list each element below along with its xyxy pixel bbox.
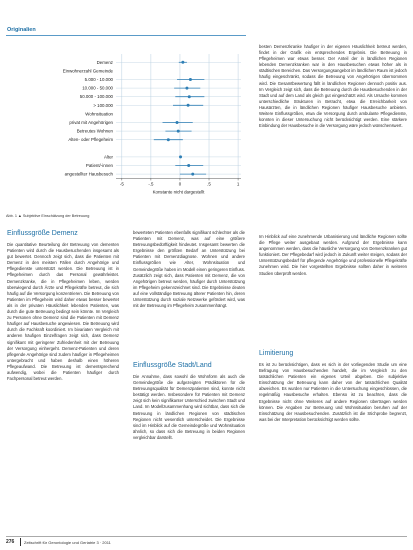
point-estimate — [167, 138, 170, 141]
middle-column-text-top: bewerteten Patienten ebenfalls signifikant schlechter als die Patienten mit Demenz, was auf eine größere Betreuungsbedürftigkeit hindeutet. Insgesamt bewerten die Ergebnisse den größten Bedarf an Unterstützung bei Patienten mit Demenzdiagnose. Wohnen und andere Einflussgrößen wie Alter, Wohnsituation und Gemeindegröße haben im Modell einen geringeren Einfluss. Zusätzlich zeigt sich, dass Patienten mit Demenz, die von Angehörigen betreut werden, häufiger durch Unterstützung im Pflegeheim gekennzeichnet sind. Die Ergebnisse deuten auf eine vollständige Betreuung älterer Patienten hin, deren Unterstützung durch soziale Netzwerke gefördert wird, was mit der Betreuung im Pflegeheim zusammenhängt. — [133, 230, 245, 309]
point-estimate — [177, 130, 180, 133]
heading-stadt-land: Einflussgröße Stadt/Land — [133, 362, 212, 369]
x-tick-label: -.5 — [148, 181, 154, 187]
row-label: privat mit Angehörigen — [69, 120, 113, 125]
point-estimate — [191, 173, 194, 176]
point-estimate — [176, 121, 179, 124]
point-estimate — [188, 95, 191, 98]
x-tick-label: -5 — [119, 181, 124, 187]
x-tick-label: 0 — [178, 181, 182, 187]
heading-demenz: Einflussgröße Demenz — [7, 230, 78, 237]
right-column-text-top: besten Demenzkranke häufiger in der eigenen Häuslichkeit betreut werden, findet in der Grafik ein entsprechendes Ergebnis. Die Betreuung in Pflegeheimen war etwas besser. Der Anteil der in ländlichen Regionen lebenden Demenzkranken war in den Hausbesuchen etwas höher als in städtischen Bereichen. Das Versorgungsangebot im ländlichen Raum ist jedoch häufig eingeschränkt, sodass die Betreuung von Angehörigen übernommen wird. Die Gesamtbewertung fällt in ländlichen Regionen dennoch positiv aus. Im Vergleich zeigt sich, dass die Betreuung durch die Hausbesuchenden in der Stadt und auf dem Land als gleich gut eingeschätzt wird. Als Ursache kommen unterschiedliche Strukturen in Betracht, etwa die Erreichbarkeit von Hausärzten, die in ländlichen Regionen häufiger Hausbesuche anbieten. Weitere Einflussgrößen, etwa die Versorgung durch ambulante Pflegedienste, konnten in dieser Untersuchung nicht berücksichtigt werden. Eine stärkere Einbindung der Hausbesuche in die Versorgung wäre jedoch wünschenswert. — [259, 44, 407, 129]
page-header — [0, 0, 413, 44]
left-column-text: Die quantitative Beurteilung der Betreuung von dementen Patienten wird durch die Hausbesuchenden insgesamt als gut bewertet. Dennoch zeigt sich, dass die Patienten mit Demenz in den meisten Fällen durch Angehörige und Pflegedienste unterstützt werden. Die Betreuung ist in Pflegeheimen durch das Personal gewährleistet. Demenzkranke, die in Pflegeheimen leben, werden überwiegend durch Ärzte und Pflegekräfte betreut, die sich häufig auf die Versorgung konzentrieren. Die Betreuung von Patienten im Pflegeheim wird daher etwas besser bewertet als in der privaten Häuslichkeit lebenden Patienten, was durch die gute Betreuung bedingt sein könnte. Im Vergleich zu Personen ohne Demenz sind die Patienten mit Demenz häufiger auf Hausbesuche angewiesen. Die Betreuung wird durch die Fachkraft koordiniert. Im bivariaten Vergleich mit anderen häufigen Einzelfragen zeigt sich, dass Demenz signifikant mit geringerer Zufriedenheit mit der Betreuung der Versorgung einhergeht. Demenz-Patienten und deren pflegende Angehörige sind zudem häufiger in Pflegeheimen untergebracht und haben deshalb einen höheren Pflegeaufwand. Die Betreuung ist dementsprechend aufwendig, wobei die Patienten häufiger durch Fachpersonal betreut werden. — [7, 242, 119, 382]
point-estimate — [181, 61, 184, 64]
row-label: 50.000 - 100.000 — [79, 94, 113, 100]
right-column-text-mid: Im Hinblick auf eine zunehmende Urbanisierung und ländliche Regionen sollte die Pflege weiter ausgebaut werden. Aufgrund der Ergebnisse kann angenommen werden, dass die häusliche Versorgung von Demenzkranken gut funktioniert. Der Pflegebedarf wird jedoch in Zukunft weiter steigen, sodass der Unterstützungsbedarf für pflegende Angehörige und professionelle Pflegekräfte zunehmen wird. Die hier vorgestellten Ergebnisse sollten daher in weiteren Studien überprüft werden. — [259, 234, 407, 276]
section-label: Originalien — [7, 27, 36, 33]
row-label: Einwohnerzahl Gemeinde — [62, 68, 113, 74]
row-label: Alten- oder Pflegeheim — [68, 137, 113, 143]
row-label: Alter — [103, 154, 113, 160]
heading-limitierung: Limitierung — [259, 350, 294, 357]
right-column-text-bottom: Es ist zu berücksichtigen, dass es sich in der vorliegenden Studie um eine Befragung von Hausbesuchenden handelt, die im Vergleich zu den tatsächlichen Patienten ein eigenes Urteil abgeben. Die subjektive Einschätzung der Betreuung kann daher von der tatsächlichen Qualität abweichen. Es wurden nur Patienten in die Untersuchung eingeschlossen, die regelmäßig Hausbesuche erhalten. Ebenso ist zu beachten, dass die Ergebnisse nicht ohne Weiteres auf andere Regionen übertragen werden können. Die Angaben zur Betreuung und Wohnsituation beruhen auf der Einschätzung der Hausbesuchenden. Zusätzlich ist die Stichprobe begrenzt, was bei der Interpretation berücksichtigt werden sollte. — [259, 362, 407, 422]
point-estimate — [179, 155, 182, 158]
point-estimate — [189, 78, 192, 81]
coefficient-figure — [6, 40, 251, 225]
row-label: > 100.000 — [93, 102, 113, 108]
row-label: 5.000 - 10.000 — [84, 77, 113, 82]
coefficient-chart — [6, 40, 251, 215]
x-tick-label: 1 — [236, 181, 240, 187]
footer-rule — [6, 536, 407, 537]
middle-column-text-bottom: Die Annahme, dass sowohl die Wohnform als auch die Gemeindegröße die aufgezeigten Prädiktoren für die Betreuungsqualität für Demenzpatienten sind, konnte nicht bestätigt werden. Insbesondere für Patienten mit Demenz zeigt sich kein signifikanter Unterschied zwischen Stadt und Land. Im Modellzusammenhang wird sichtbar, dass sich die Betreuung in ländlichen Regionen von städtischen Regionen nicht wesentlich unterscheidet. Die Ergebnisse sind im Hinblick auf die Gemeindegröße und Wohnsituation ähnlich, so dass sich die Betreuung in beiden Regionen vergleichbar darstellt. — [133, 374, 245, 440]
journal-name: Zeitschrift für Gerontologie und Geriatrie 3 · 2011 — [24, 539, 111, 545]
x-axis-label: Konstante nicht dargestellt — [152, 189, 205, 195]
point-estimate — [187, 164, 190, 167]
footer-divider — [20, 538, 21, 546]
point-estimate — [185, 87, 188, 90]
row-label: Patient/-innen — [85, 163, 113, 168]
row-label: 10.000 - 50.000 — [82, 85, 113, 91]
row-label: angestellter Hausbesuch — [64, 171, 113, 177]
page-number: 276 — [6, 539, 15, 545]
point-estimate — [187, 104, 190, 107]
header-rule — [6, 35, 246, 36]
row-label: Demenz — [96, 59, 113, 65]
row-label: Wohnsituation — [85, 111, 113, 117]
x-tick-label: .5 — [207, 181, 211, 187]
row-label: Betreutes Wohnen — [76, 128, 113, 134]
figure-caption: Abb. 1 ▲ Subjektive Einschätzung der Betreuung — [6, 214, 90, 218]
